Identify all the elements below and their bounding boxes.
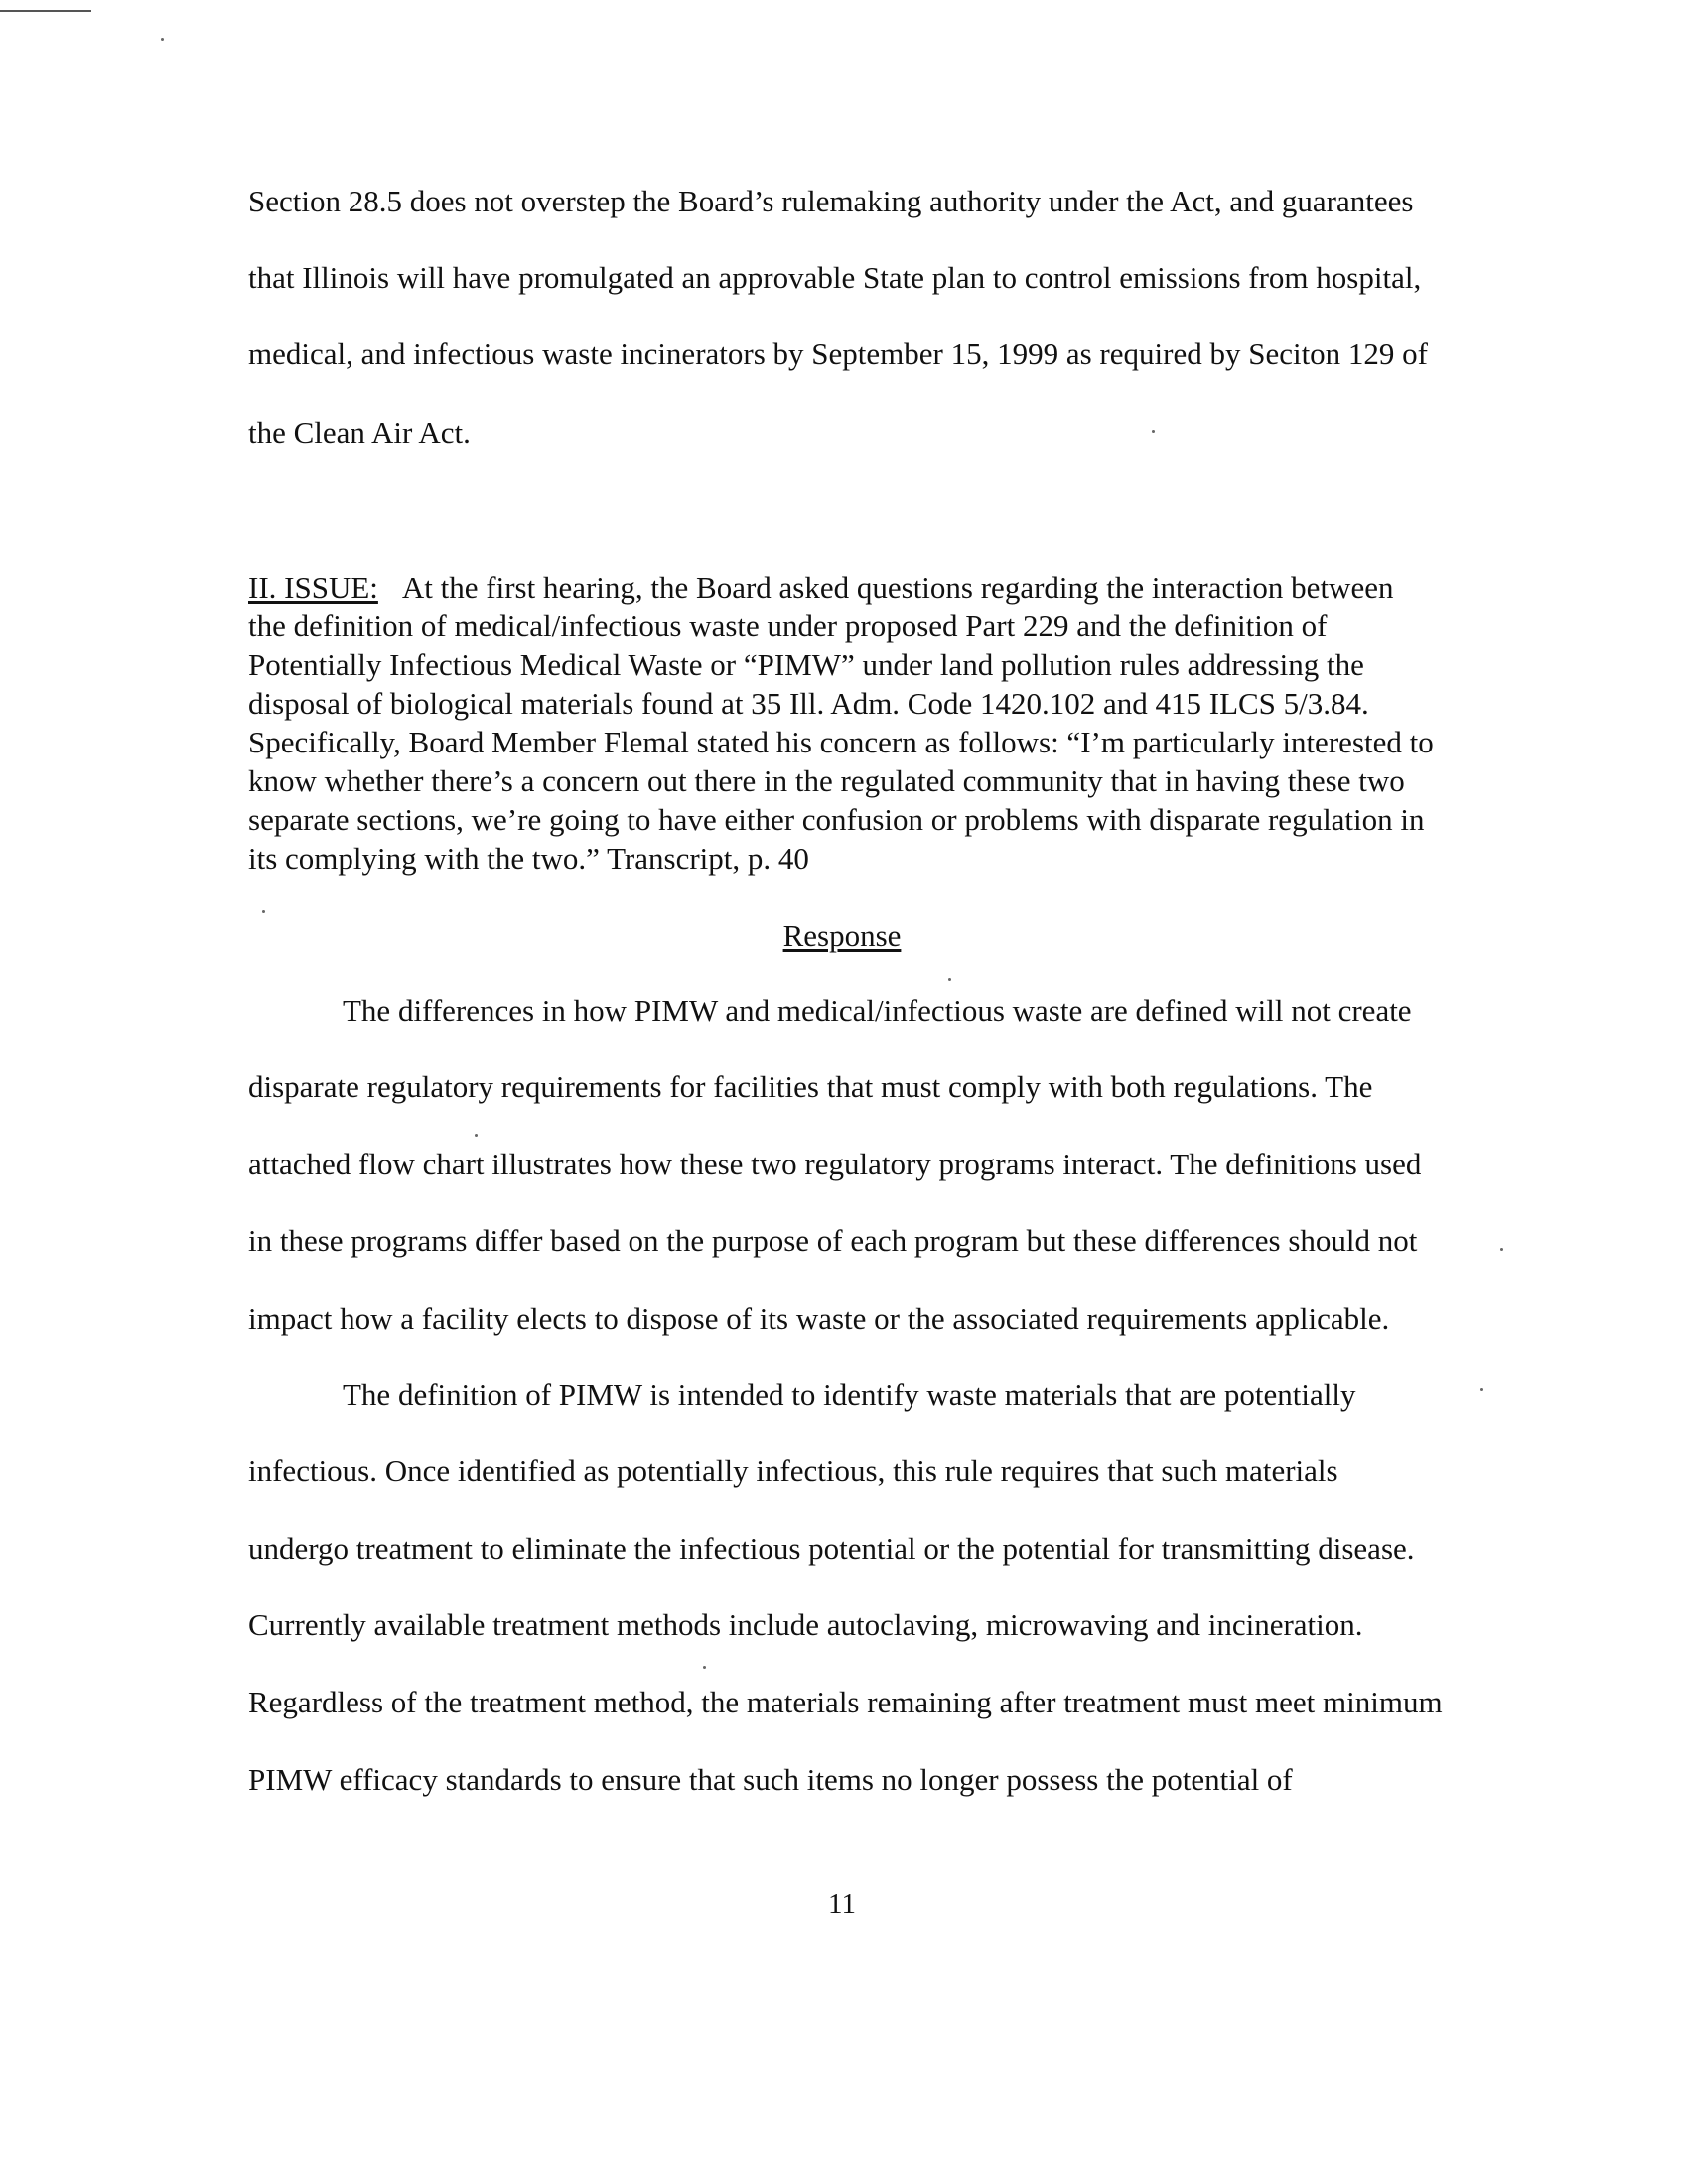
text-line: medical, and infectious waste incinerators by September 15, 1999 as required by Seciton 129 of xyxy=(248,337,1429,371)
scan-speck xyxy=(262,910,265,913)
scan-speck xyxy=(1480,1388,1483,1391)
text-line: infectious. Once identified as potentially infectious, this rule requires that such materials xyxy=(248,1453,1338,1488)
text-line: Regardless of the treatment method, the materials remaining after treatment must meet minimum xyxy=(248,1685,1443,1719)
response-heading: Response xyxy=(782,918,902,953)
page-number: 11 xyxy=(828,1888,856,1920)
issue-label: II. ISSUE: xyxy=(248,570,378,605)
text-line: The differences in how PIMW and medical/infectious waste are defined will not create xyxy=(343,993,1412,1027)
scan-speck xyxy=(1500,1248,1503,1251)
text-line: the Clean Air Act. xyxy=(248,415,471,450)
text-line: impact how a facility elects to dispose of its waste or the associated requirements applicable. xyxy=(248,1301,1390,1336)
issue-first-line xyxy=(248,570,1393,606)
text-line: attached flow chart illustrates how these two regulatory programs interact. The definitions used xyxy=(248,1147,1422,1181)
scan-speck xyxy=(475,1134,478,1137)
text-line: know whether there’s a concern out there in the regulated community that in having these two xyxy=(248,763,1405,798)
text-line: separate sections, we’re going to have either confusion or problems with disparate regulation in xyxy=(248,802,1425,837)
text-line: Specifically, Board Member Flemal stated his concern as follows: “I’m particularly interested to xyxy=(248,725,1434,759)
scan-speck xyxy=(161,38,164,41)
scan-speck xyxy=(703,1666,706,1669)
text-line: The definition of PIMW is intended to identify waste materials that are potentially xyxy=(343,1377,1356,1412)
text-line: Currently available treatment methods include autoclaving, microwaving and incineration. xyxy=(248,1607,1363,1642)
text-line: PIMW efficacy standards to ensure that such items no longer possess the potential of xyxy=(248,1762,1293,1797)
scan-speck xyxy=(948,978,951,981)
text-line: that Illinois will have promulgated an approvable State plan to control emissions from hospital, xyxy=(248,260,1422,295)
scan-speck xyxy=(1152,430,1155,433)
text-line: Section 28.5 does not overstep the Board’s rulemaking authority under the Act, and guarantees xyxy=(248,184,1414,218)
text-line: the definition of medical/infectious waste under proposed Part 229 and the definition of xyxy=(248,609,1328,643)
text-line: its complying with the two.” Transcript, p. 40 xyxy=(248,841,809,876)
issue-text: At the first hearing, the Board asked questions regarding the interaction between xyxy=(401,570,1394,605)
text-line: disparate regulatory requirements for facilities that must comply with both regulations. The xyxy=(248,1069,1373,1104)
scan-edge-mark xyxy=(0,10,91,12)
text-line: undergo treatment to eliminate the infectious potential or the potential for transmitting disease. xyxy=(248,1531,1415,1566)
text-line: disposal of biological materials found at 35 Ill. Adm. Code 1420.102 and 415 ILCS 5/3.84. xyxy=(248,686,1369,721)
text-line: in these programs differ based on the purpose of each program but these differences should not xyxy=(248,1223,1418,1258)
text-line: Potentially Infectious Medical Waste or “PIMW” under land pollution rules addressing the xyxy=(248,647,1364,682)
